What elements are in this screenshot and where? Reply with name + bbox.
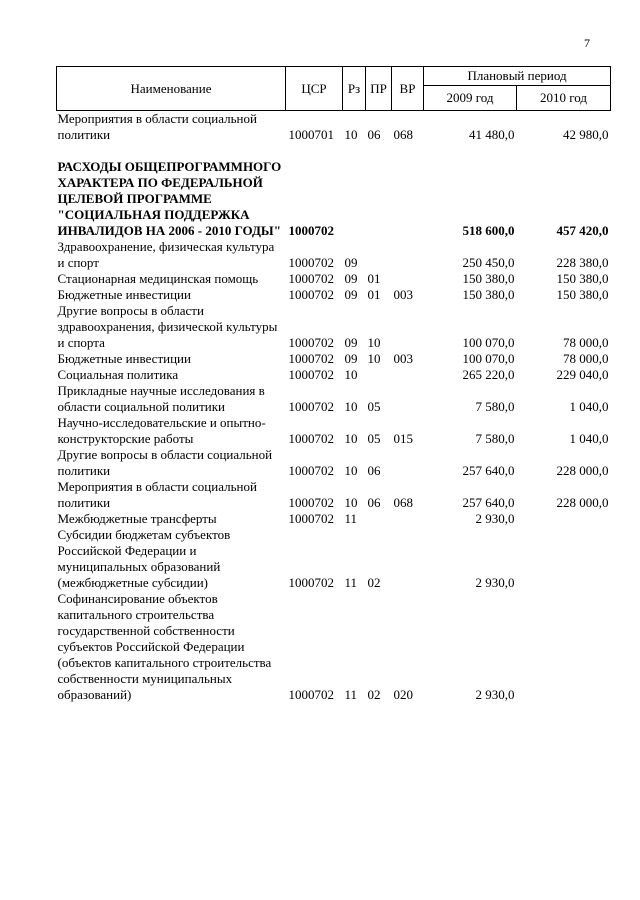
table-row [57, 447, 611, 479]
row-pr [366, 143, 392, 239]
row-csr: 1000702 [288, 463, 334, 478]
row-csr: 1000702 [288, 687, 334, 702]
row-value-2009: 2 930,0 [475, 687, 515, 702]
row-name: Субсидии бюджетам субъектов Российской Федерации и муниципальных образований (межбюджетные субсидии) [57, 527, 231, 590]
row-name: Научно-исследовательские и опытно-конструкторские работы [57, 415, 266, 446]
row-vr [392, 527, 424, 591]
row-value-2009: 257 640,0 [462, 495, 515, 510]
row-csr: 1000702 [288, 511, 334, 526]
row-value-2010 [517, 511, 611, 527]
row-value-2009: 100 070,0 [462, 351, 515, 366]
row-rz: 11 [344, 687, 358, 702]
row-csr: 1000702 [288, 575, 334, 590]
row-value-2010: 150 380,0 [556, 287, 609, 302]
row-csr: 1000702 [288, 495, 334, 510]
row-value-2010: 78 000,0 [563, 335, 609, 350]
row-name: Стационарная медицинская помощь [57, 271, 259, 286]
row-value-2010: 42 980,0 [563, 127, 609, 142]
row-value-2010: 228 000,0 [556, 463, 609, 478]
row-name: Межбюджетные трансферты [57, 511, 217, 526]
row-pr [366, 239, 392, 271]
row-pr: 06 [367, 495, 381, 510]
row-pr [366, 367, 392, 383]
row-rz: 11 [344, 575, 358, 590]
row-rz: 09 [344, 287, 358, 302]
row-vr [392, 383, 424, 415]
header-pr: ПР [366, 67, 392, 111]
row-csr: 1000701 [288, 127, 334, 142]
row-vr: 015 [393, 431, 413, 446]
table-row [57, 351, 611, 367]
row-name: Прикладные научные исследования в области социальной политики [57, 383, 265, 414]
row-csr: 1000702 [288, 255, 334, 270]
row-value-2009: 257 640,0 [462, 463, 515, 478]
row-rz: 10 [344, 495, 358, 510]
header-planned-period: Плановый период [424, 67, 611, 86]
row-value-2010: 1 040,0 [569, 431, 609, 446]
row-name: Социальная политика [57, 367, 179, 382]
row-value-2009: 100 070,0 [462, 335, 515, 350]
row-name: Софинансирование объектов капитального строительства государственной собственности субъектов Российской Федерации (объектов капитального строительства собственности муниципальных образований) [57, 591, 272, 702]
row-pr: 06 [367, 463, 381, 478]
row-csr: 1000702 [288, 399, 334, 414]
row-value-2009: 2 930,0 [475, 511, 515, 526]
table-row [57, 527, 611, 591]
table-row [57, 111, 611, 144]
row-rz: 10 [344, 127, 358, 142]
row-name: Бюджетные инвестиции [57, 351, 191, 366]
row-csr: 1000702 [288, 335, 334, 350]
row-csr: 1000702 [288, 351, 334, 366]
row-vr [392, 511, 424, 527]
row-pr: 10 [367, 335, 381, 350]
table-body [57, 111, 611, 704]
table-row [57, 367, 611, 383]
row-csr: 1000702 [288, 271, 334, 286]
row-csr: 1000702 [288, 431, 334, 446]
row-value-2010: 457 420,0 [556, 223, 609, 238]
table-row [57, 479, 611, 511]
row-pr: 05 [367, 431, 381, 446]
row-vr [392, 447, 424, 479]
row-value-2010: 229 040,0 [556, 367, 609, 382]
page-number: 7 [584, 36, 590, 50]
row-value-2009: 41 480,0 [469, 127, 515, 142]
row-rz: 09 [344, 335, 358, 350]
row-value-2009: 7 580,0 [475, 399, 515, 414]
table-row [57, 287, 611, 303]
row-value-2009: 265 220,0 [462, 367, 515, 382]
table-header [57, 67, 611, 111]
row-pr: 10 [367, 351, 381, 366]
row-value-2010: 228 000,0 [556, 495, 609, 510]
row-vr: 068 [393, 127, 413, 142]
table-row [57, 239, 611, 271]
header-year-2010: 2010 год [517, 86, 611, 111]
row-value-2010: 78 000,0 [563, 351, 609, 366]
row-value-2010: 1 040,0 [569, 399, 609, 414]
table-row [57, 303, 611, 351]
header-year-2009: 2009 год [424, 86, 517, 111]
row-pr: 01 [367, 271, 381, 286]
row-value-2009: 518 600,0 [462, 223, 515, 238]
row-rz: 10 [344, 399, 358, 414]
table-row [57, 415, 611, 447]
row-name: РАСХОДЫ ОБЩЕПРОГРАММНОГО ХАРАКТЕРА ПО ФЕДЕРАЛЬНОЙ ЦЕЛЕВОЙ ПРОГРАММЕ "СОЦИАЛЬНАЯ ПОДДЕРЖКА ИНВАЛИДОВ НА 2006 - 2010 ГОДЫ" [57, 159, 282, 238]
header-name: Наименование [57, 67, 286, 111]
row-value-2009: 7 580,0 [475, 431, 515, 446]
row-value-2009: 150 380,0 [462, 271, 515, 286]
row-rz: 09 [344, 255, 358, 270]
table-row [57, 591, 611, 703]
row-vr [392, 303, 424, 351]
row-rz: 10 [344, 463, 358, 478]
row-value-2010 [517, 527, 611, 591]
table-row [57, 271, 611, 287]
row-vr: 068 [393, 495, 413, 510]
row-name: Мероприятия в области социальной политики [57, 479, 257, 510]
row-value-2010: 150 380,0 [556, 271, 609, 286]
header-vr: ВР [392, 67, 424, 111]
row-name: Бюджетные инвестиции [57, 287, 191, 302]
budget-table [56, 66, 611, 703]
row-csr: 1000702 [288, 223, 334, 238]
row-csr: 1000702 [288, 287, 334, 302]
row-name: Другие вопросы в области здравоохранения, физической культуры и спорта [57, 303, 278, 350]
row-vr [392, 271, 424, 287]
row-rz: 10 [344, 431, 358, 446]
row-vr: 003 [393, 287, 413, 302]
row-value-2009: 2 930,0 [475, 575, 515, 590]
table-row [57, 383, 611, 415]
table-row [57, 511, 611, 527]
row-rz: 09 [344, 271, 358, 286]
row-name: Другие вопросы в области социальной политики [57, 447, 273, 478]
header-csr: ЦСР [286, 67, 343, 111]
row-pr: 02 [367, 687, 381, 702]
header-rz: Рз [343, 67, 366, 111]
row-vr: 020 [393, 687, 413, 702]
row-rz: 11 [344, 511, 358, 526]
row-vr: 003 [393, 351, 413, 366]
row-pr: 02 [367, 575, 381, 590]
row-rz [343, 143, 366, 239]
row-name: Мероприятия в области социальной политики [57, 111, 257, 142]
row-name: Здравоохранение, физическая культура и спорт [57, 239, 275, 270]
row-vr [392, 367, 424, 383]
row-csr: 1000702 [288, 367, 334, 382]
table-row [57, 143, 611, 239]
row-value-2010 [517, 591, 611, 703]
row-pr: 05 [367, 399, 381, 414]
row-vr [392, 239, 424, 271]
row-pr: 01 [367, 287, 381, 302]
row-rz: 10 [344, 367, 358, 382]
row-value-2009: 150 380,0 [462, 287, 515, 302]
row-pr [366, 511, 392, 527]
row-vr [392, 143, 424, 239]
row-value-2009: 250 450,0 [462, 255, 515, 270]
row-rz: 09 [344, 351, 358, 366]
row-value-2010: 228 380,0 [556, 255, 609, 270]
row-pr: 06 [367, 127, 381, 142]
